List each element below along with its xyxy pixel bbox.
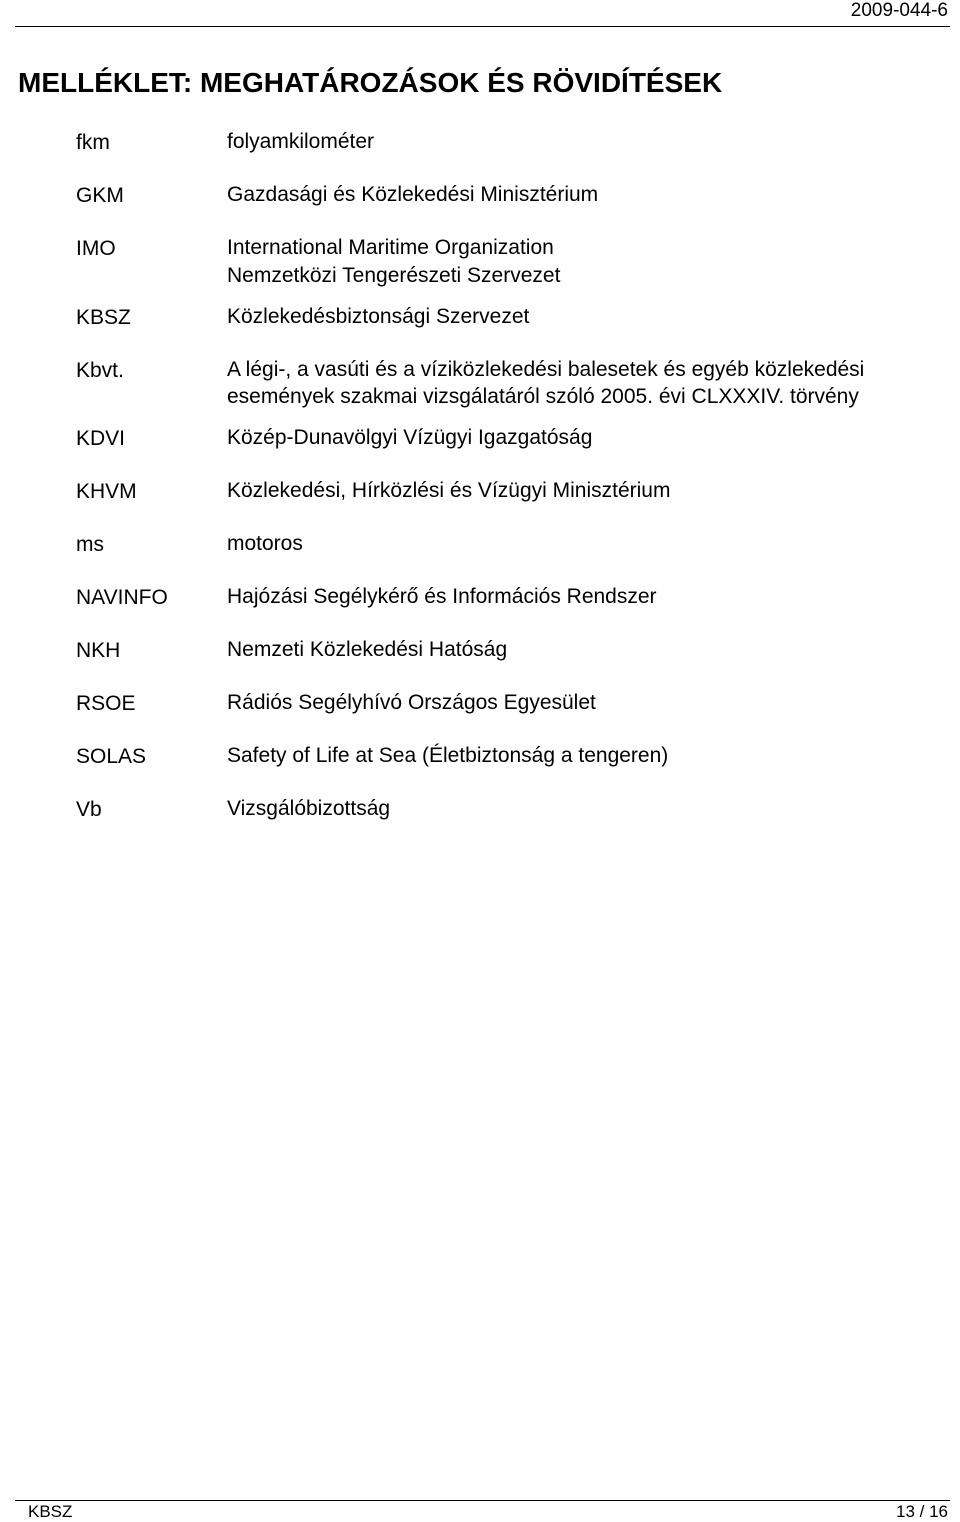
footer-organization: KBSZ <box>28 1502 73 1521</box>
abbreviation-term: Kbvt. <box>76 359 124 382</box>
abbreviation-definition: Vizsgálóbizottság <box>227 797 391 820</box>
abbreviation-term: GKM <box>76 184 124 207</box>
abbreviation-definition: Közép-Dunavölgyi Vízügyi Igazgatóság <box>227 426 593 449</box>
page-title: MELLÉKLET: MEGHATÁROZÁSOK ÉS RÖVIDÍTÉSEK <box>18 67 723 98</box>
abbreviation-definition: Rádiós Segélyhívó Országos Egyesület <box>227 691 596 714</box>
abbreviation-term: KHVM <box>76 480 137 503</box>
header-divider <box>15 26 950 27</box>
abbreviation-definition: Nemzeti Közlekedési Hatóság <box>227 638 508 661</box>
abbreviation-definition: motoros <box>227 532 303 555</box>
abbreviation-definition-line-2: események szakmai vizsgálatáról szóló 2005. évi CLXXXIV. törvény <box>227 385 859 408</box>
document-id: 2009-044-6 <box>850 0 948 21</box>
abbreviation-definition: A légi-, a vasúti és a víziközlekedési balesetek és egyéb közlekedési <box>227 358 865 381</box>
footer-divider <box>15 1500 950 1501</box>
abbreviation-definition: Safety of Life at Sea (Életbiztonság a tengeren) <box>227 744 669 767</box>
abbreviation-term: KBSZ <box>76 306 131 329</box>
abbreviation-term: RSOE <box>76 692 136 715</box>
abbreviation-term: NAVINFO <box>76 586 168 609</box>
abbreviation-term: SOLAS <box>76 745 147 768</box>
abbreviation-definition-line-2: Nemzetközi Tengerészeti Szervezet <box>227 264 561 287</box>
abbreviation-definition: Gazdasági és Közlekedési Minisztérium <box>227 183 599 206</box>
abbreviation-term: Vb <box>76 798 102 821</box>
abbreviation-definition: Közlekedési, Hírközlési és Vízügyi Minisztérium <box>227 479 671 502</box>
abbreviation-definition: International Maritime Organization <box>227 236 554 259</box>
abbreviation-definition: Hajózási Segélykérő és Információs Rendszer <box>227 585 657 608</box>
abbreviation-term: ms <box>76 533 104 556</box>
abbreviation-definition: Közlekedésbiztonsági Szervezet <box>227 305 530 328</box>
abbreviation-term: KDVI <box>76 427 126 450</box>
abbreviation-definition: folyamkilométer <box>227 130 375 153</box>
abbreviation-term: IMO <box>76 237 116 260</box>
abbreviation-term: fkm <box>76 131 110 154</box>
abbreviation-term: NKH <box>76 639 121 662</box>
page-number: 13 / 16 <box>896 1502 948 1521</box>
